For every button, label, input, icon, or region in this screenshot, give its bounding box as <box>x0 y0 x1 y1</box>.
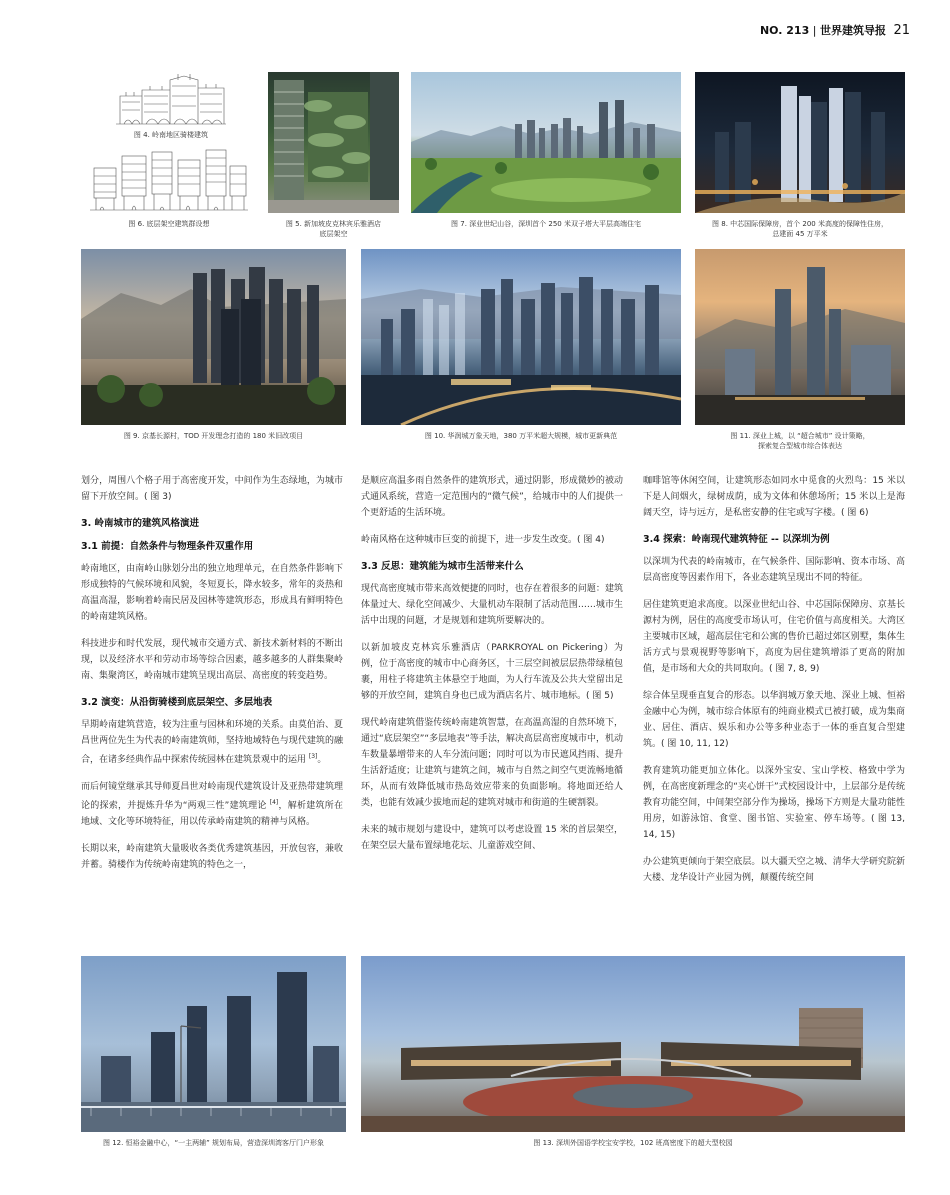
arcade-sketch-image <box>112 72 230 128</box>
paragraph: 现代岭南建筑借鉴传统岭南建筑智慧，在高温高湿的自然环境下，通过“底层架空”“多层地表”等手法，解决高层高密度城市中，机动车数量暴增带来的人车分流问题；同时可以为市民遮风挡雨、提升生活舒适度；让建筑与建筑之间，城市与自然之间空气更流畅地循环，从而有效降低城市热岛效应带来的负面影响。将地面还给人类，也能有效减少拔地而起的建筑对城市和街道的生硬割裂。 <box>361 718 623 808</box>
caption-fig8-line1: 图 8. 中芯国际保障房，首个 200 米高度的保障性住房， <box>712 220 888 228</box>
paragraph: 办公建筑更倾向于架空底层。以大疆天空之城、清华大学研究院新大楼、龙华设计产业园为例，颠覆传统空间 <box>643 857 905 883</box>
paragraph: 教育建筑功能更加立体化。以深外宝安、宝山学校、格致中学为例，在高密度新理念的“夹心饼干”式校园设计中，上层部分是传统教育功能空间，中间架空部分作为操场，操场下方则是大量功能性用房，如游泳馆、食堂、图书馆、实验室、停车场等。( 图 13, 14, 15) <box>643 766 905 840</box>
caption-fig12: 图 12. 恒裕金融中心，“一主两辅” 规划布局，营造深圳湾客厅门户形象 <box>102 1139 325 1147</box>
caption-fig8-line2: 总建面 45 万平米 <box>772 230 828 238</box>
paragraph-text: 早期岭南建筑营造，较为注重与园林和环境的关系。由莫伯治、夏昌世两位先生为代表的岭南建筑师，坚持地域特色与现代建筑的融合，在诸多经典作品中探索传统园林在建筑景观中的运用 <box>81 720 343 765</box>
smic-housing-photo <box>695 72 905 213</box>
paragraph: 咖啡馆等休闲空间，让建筑形态如同水中觅食的火烈鸟：15 米以下是人间烟火，绿树成荫，成为文体和休憩场所；15 米以上是海阔天空，诗与远方，是私密安静的住宅或写字楼。( 图 6) <box>643 476 905 518</box>
caption-fig5 <box>268 219 399 239</box>
section-heading-3: 3. 岭南城市的建筑风格演进 <box>81 518 200 529</box>
reference-4: [4] <box>269 799 279 806</box>
caption-fig4: 图 4. 岭南地区骑楼建筑 <box>133 131 209 139</box>
stilted-buildings-sketch-image <box>88 146 250 214</box>
paragraph: 划分，周围八个格子用于高密度开发，中间作为生态绿地，为城市留下开放空间。( 图 3) <box>81 476 343 502</box>
paragraph-text: 而后何镜堂继承其导师夏昌世对岭南现代建筑设计及亚热带建筑理论的探索，并提炼升华为“两观三性”建筑理论 <box>81 782 343 811</box>
jingji-changyuan-photo <box>81 249 346 425</box>
paragraph: 岭南风格在这种城市巨变的前提下，进一步发生改变。( 图 4) <box>361 535 605 545</box>
caption-fig5-line1: 图 5. 新加坡皮克林宾乐雅酒店 <box>285 220 382 228</box>
paragraph: 岭南地区，由南岭山脉划分出的独立地理单元，在自然条件影响下形成独特的气候环境和风貌，冬短夏长，降水较多，常年的炎热和高温高湿，影响着岭南民居及园林等建筑形态，形成具有鲜明特色的岭南建筑风格。 <box>81 564 343 622</box>
paragraph: 长期以来，岭南建筑大量吸收各类优秀建筑基因，开放包容，兼收并蓄。骑楼作为传统岭南建筑的特色之一， <box>81 844 343 870</box>
century-valley-photo <box>411 72 681 213</box>
page-number: 21 <box>893 23 910 38</box>
issue-number: NO. 213 <box>759 24 810 37</box>
paragraph: 居住建筑更追求高度。以深业世纪山谷、中芯国际保障房、京基长源村为例，居住的高度受市场认可，住宅价值与高度相关。大湾区主要城市区域，超高层住宅和公寓的售价已超过郊区别墅，集体生活方式与景观视野等影响下，高度为居住建筑增添了更高的附加值，是市场和大众的共同取向。( 图 7, 8, 9) <box>643 600 905 674</box>
caption-fig8 <box>695 219 905 239</box>
paragraph: 以深圳为代表的岭南城市，在气候条件、国际影响、资本市场、高层高密度等因素作用下，各业态建筑呈现出不同的特征。 <box>643 557 905 583</box>
caption-fig6: 图 6. 底层架空建筑群设想 <box>128 220 210 228</box>
caption-fig9: 图 9. 京基长源村，TOD 开发理念打造的 180 米旧改项目 <box>123 432 304 440</box>
paragraph: 科技进步和时代发展，现代城市交通方式、新技术新材料的不断出现，以及经济水平和劳动市场等综合因素，越多越多的人群集聚岭南、集聚湾区，岭南城市建筑呈现出高层、高密度的转变趋势。 <box>81 639 343 681</box>
caption-fig11-line2: 探索复合型城市综合体表达 <box>758 442 842 450</box>
paragraph-end: ，解析建筑所在地域、文化等环境特征，用以传承岭南建筑的精神与风格。 <box>81 801 343 827</box>
upperhills-photo <box>695 249 905 425</box>
reference-3: [3] <box>308 753 318 760</box>
header-separator: | <box>812 24 817 37</box>
section-heading-3-2: 3.2 演变：从沿街骑楼到底层架空、多层地表 <box>81 697 273 708</box>
caption-fig10: 图 10. 华润城万象天地，380 万平米超大规模，城市更新典范 <box>424 432 618 440</box>
paragraph-with-ref-3 <box>81 717 343 768</box>
hengyu-financial-center-photo <box>81 956 346 1132</box>
paragraph: 未来的城市规划与建设中，建筑可以考虑设置 15 米的首层架空，在架空层大量布置绿地花坛、儿童游戏空间、 <box>361 825 623 851</box>
paragraph-with-ref-4 <box>81 779 343 830</box>
section-heading-3-1: 3.1 前提：自然条件与物理条件双重作用 <box>81 541 254 552</box>
paragraph: 综合体呈现垂直复合的形态。以华润城万象天地、深业上城、恒裕金融中心为例，城市综合体原有的纯商业模式已被打破，成为集商业、居住、酒店、娱乐和办公等多种业态于一体的垂直复合型建筑。( 图 10, 11, 12) <box>643 691 905 749</box>
paragraph: 以新加坡皮克林宾乐雅酒店（PARKROYAL on Pickering）为例，位于高密度的城市中心商务区，十三层空间被层层热带绿植包裹，用柱子将建筑主体悬空于地面，为人行车流及公共大堂留出足够的开放空间，建筑自身也已成为酒店名片、城市地标。( 图 5) <box>361 643 623 701</box>
text-column-2 <box>361 473 623 865</box>
page-header <box>760 22 910 38</box>
caption-fig11-line1: 图 11. 深业上城，以 “超合城市” 设计策略， <box>730 432 870 440</box>
foreign-language-school-photo <box>361 956 905 1132</box>
paragraph: 现代高密度城市带来高效便捷的同时，也存在着很多的问题：建筑体量过大、绿化空间减少、大量机动车限制了活动范围……城市生活中出现的问题，才是规划和建筑所要解决的。 <box>361 584 623 626</box>
magazine-title: 世界建筑导报 <box>819 24 886 37</box>
caption-fig11 <box>695 431 905 451</box>
section-heading-3-3: 3.3 反思：建筑能为城市生活带来什么 <box>361 561 524 572</box>
paragraph: 是顺应高温多雨自然条件的建筑形式，通过阴影，形成微妙的被动式通风系统，营造一定范围内的“微气候”，给城市中的人们提供一个更舒适的生活环境。 <box>361 476 623 518</box>
paragraph-end: 。 <box>317 755 327 765</box>
text-column-3 <box>643 473 905 897</box>
text-column-1 <box>81 473 343 884</box>
section-heading-3-4: 3.4 探索：岭南现代建筑特征 -- 以深圳为例 <box>643 534 830 545</box>
caption-fig7: 图 7. 深业世纪山谷，深圳首个 250 米双子塔大平层高端住宅 <box>451 220 641 228</box>
caption-fig13: 图 13. 深圳外国语学校宝安学校，102 班高密度下的超大型校园 <box>533 1139 733 1147</box>
caption-fig5-line2: 底层架空 <box>319 230 348 238</box>
mixc-world-photo <box>361 249 681 425</box>
parkroyal-hotel-photo <box>268 72 399 213</box>
